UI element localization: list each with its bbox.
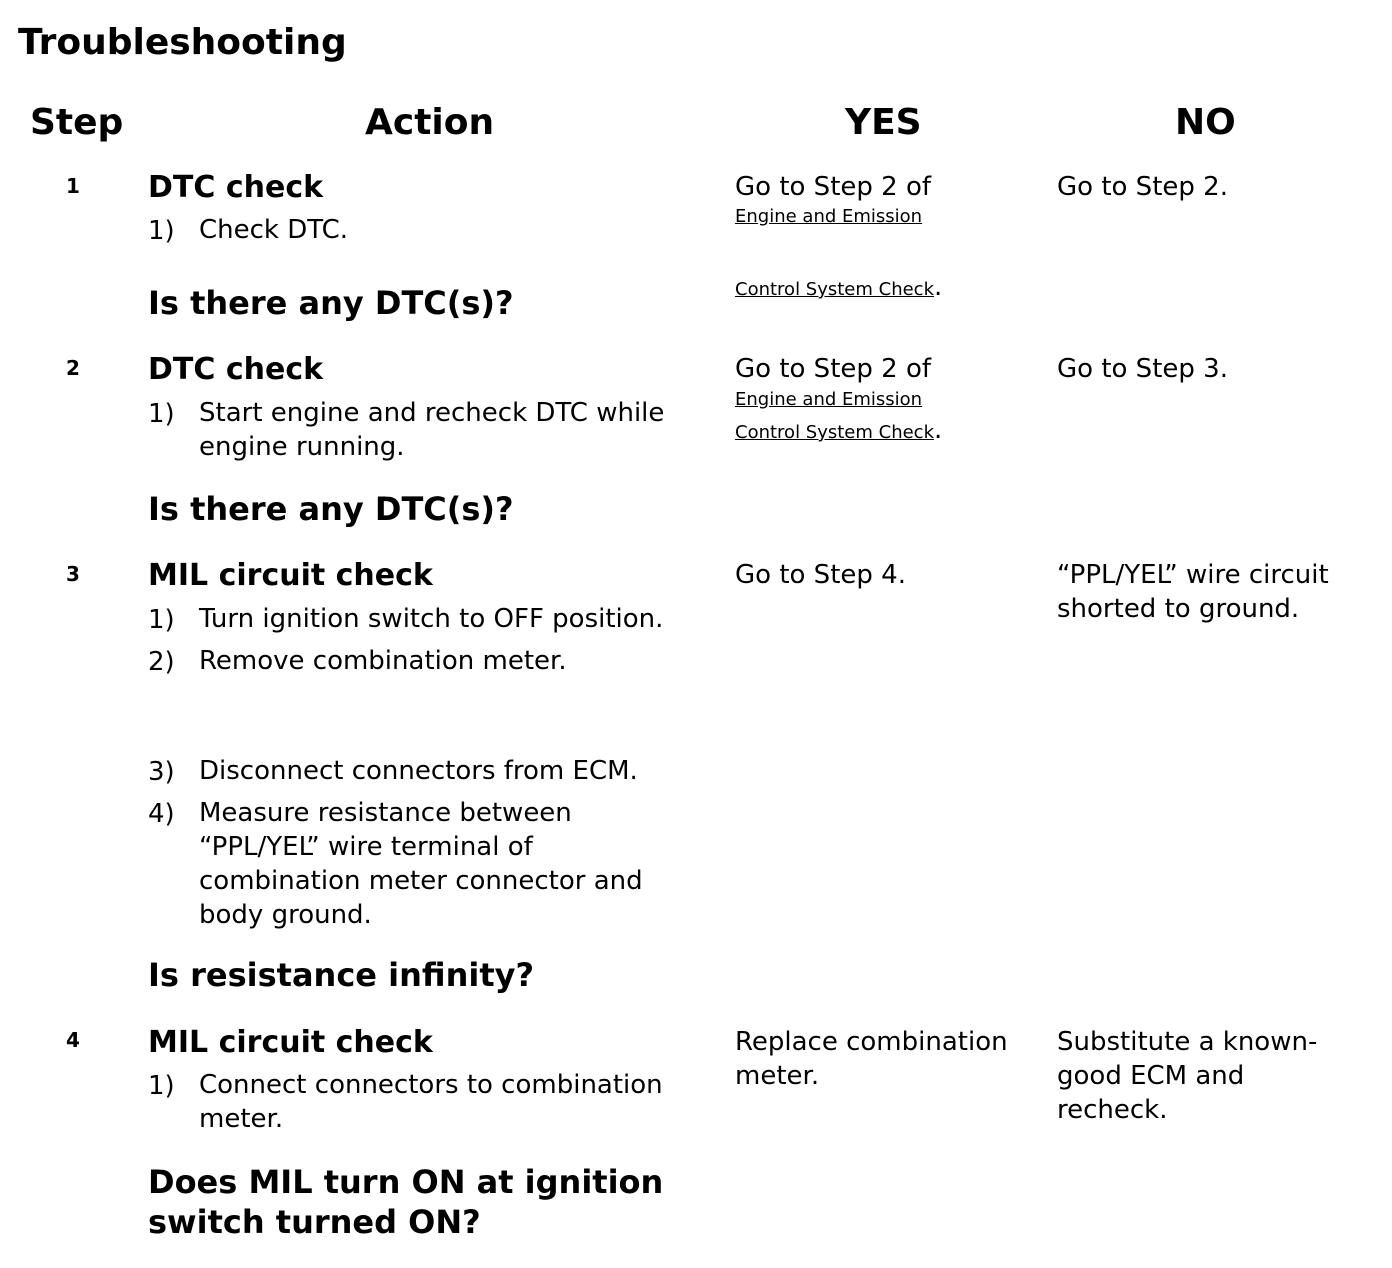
period: .: [934, 415, 943, 445]
link-engine-emission[interactable]: Engine and Emission: [735, 389, 923, 410]
no-text: Go to Step 3.: [1057, 354, 1228, 384]
yes-text: Go to Step 2 of: [735, 172, 932, 202]
item-text: Measure resistance between “PPL/YEL” wire terminal of combination meter connector and body ground.: [199, 798, 643, 930]
no-text: Go to Step 2.: [1057, 172, 1228, 202]
item-text: Connect connectors to combination meter.: [199, 1070, 663, 1134]
link-control-system-check[interactable]: Control System Check: [735, 422, 935, 443]
item-text: Remove combination meter.: [199, 646, 567, 676]
step-title: DTC check: [148, 170, 324, 205]
item-number: 1): [148, 216, 175, 246]
step-title: MIL circuit check: [148, 1025, 433, 1060]
header-step: Step: [30, 102, 124, 143]
header-action: Action: [365, 102, 495, 143]
item-text: Check DTC.: [199, 215, 349, 245]
no-text: “PPL/YEL” wire circuit shorted to ground.: [1057, 560, 1329, 624]
step-title: MIL circuit check: [148, 558, 433, 593]
item-text: Disconnect connectors from ECM.: [199, 756, 638, 786]
step-question: Is there any DTC(s)?: [148, 284, 514, 322]
header-yes: YES: [845, 102, 922, 143]
step-question: Does MIL turn ON at ignition switch turned ON?: [148, 1163, 664, 1241]
step-question: Is resistance infinity?: [148, 956, 535, 994]
item-number: 3): [148, 757, 175, 787]
item-text: Start engine and recheck DTC while engine running.: [199, 398, 665, 462]
link-engine-emission[interactable]: Engine and Emission: [735, 206, 923, 227]
step-number: 1: [66, 174, 80, 198]
no-text: Substitute a known-good ECM and recheck.: [1057, 1027, 1318, 1125]
yes-text: Go to Step 2 of: [735, 354, 932, 384]
item-number: 2): [148, 647, 175, 677]
step-title: DTC check: [148, 352, 324, 387]
item-number: 1): [148, 605, 175, 635]
step-question: Is there any DTC(s)?: [148, 490, 514, 528]
period: .: [934, 272, 943, 302]
link-control-system-check[interactable]: Control System Check: [735, 279, 935, 300]
yes-text: Replace combination meter.: [735, 1027, 1008, 1091]
yes-text: Go to Step 4.: [735, 560, 906, 590]
item-number: 4): [148, 799, 175, 829]
item-number: 1): [148, 399, 175, 429]
step-number: 2: [66, 356, 80, 380]
header-no: NO: [1175, 102, 1236, 143]
page-title: Troubleshooting: [18, 22, 347, 63]
item-number: 1): [148, 1071, 175, 1101]
item-text: Turn ignition switch to OFF position.: [199, 604, 664, 634]
step-number: 3: [66, 562, 80, 586]
step-number: 4: [66, 1028, 80, 1052]
